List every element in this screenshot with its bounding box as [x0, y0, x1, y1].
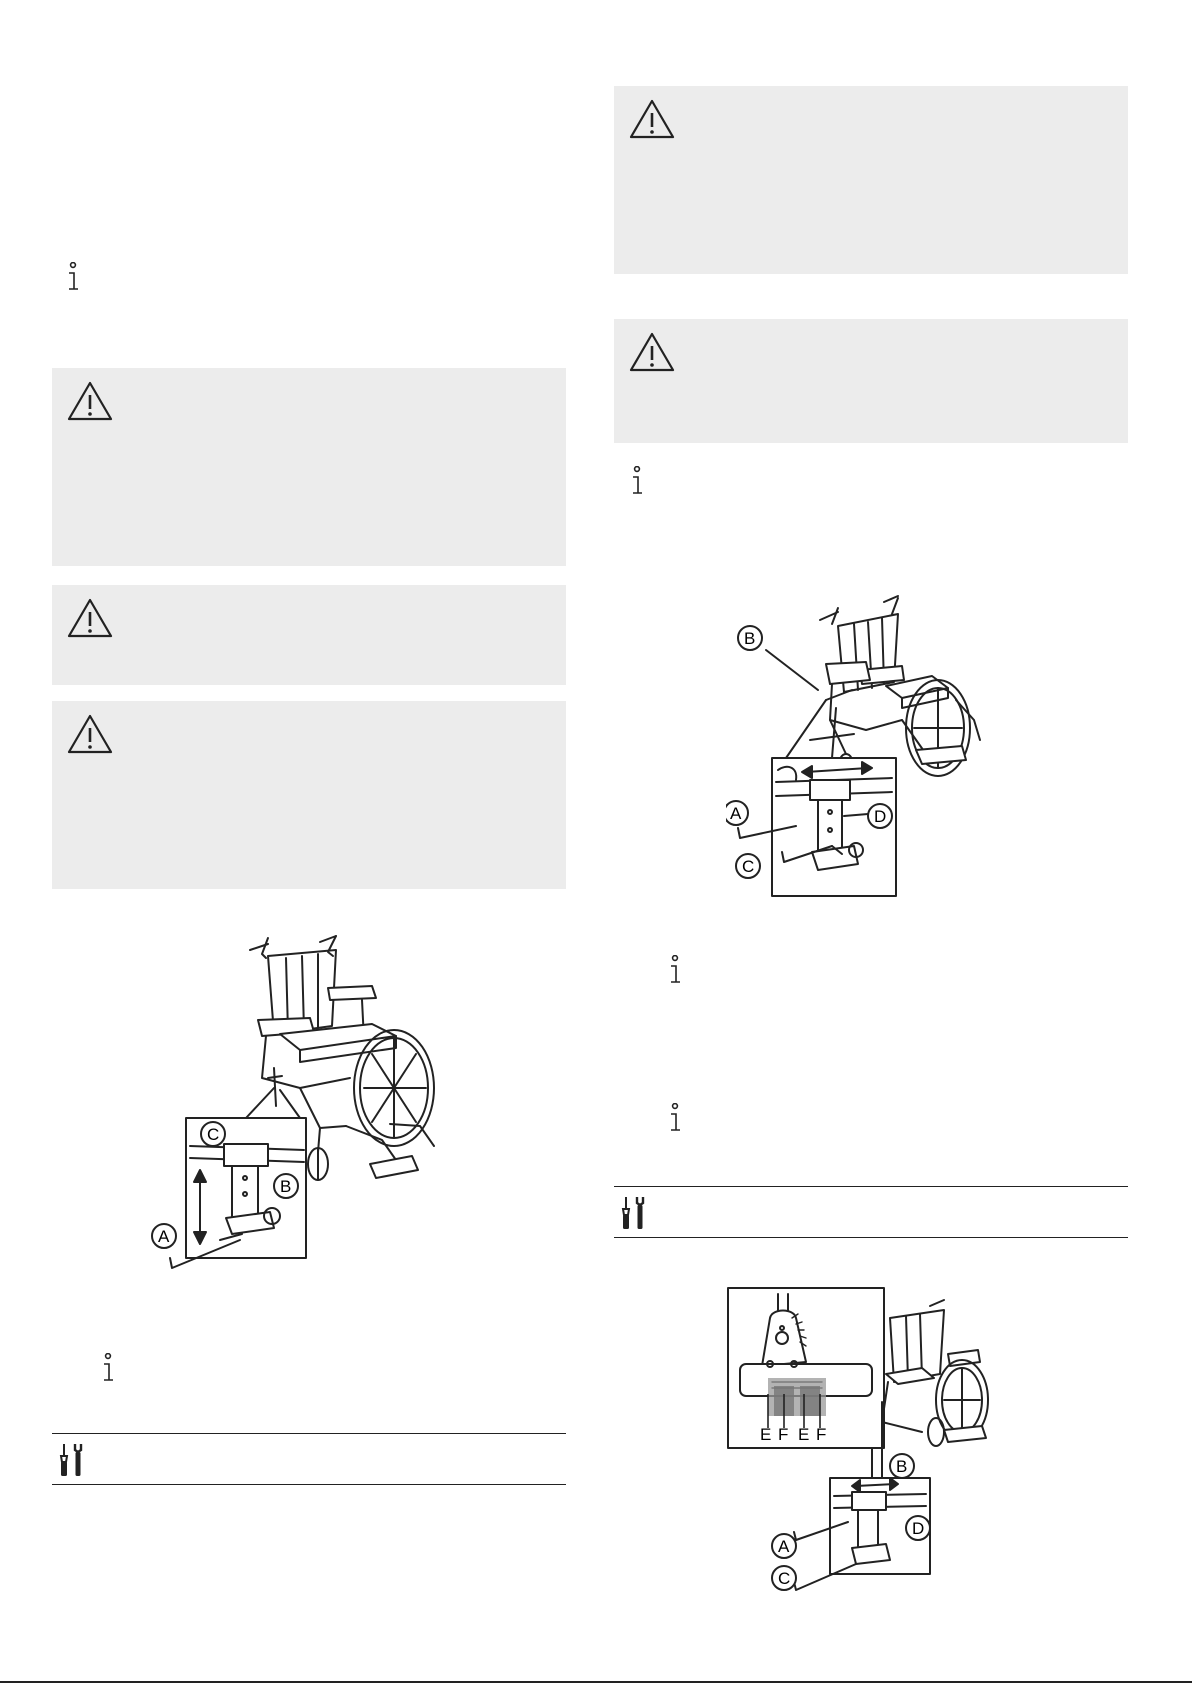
callout-label-a: A [158, 1227, 170, 1246]
warning-triangle-icon [66, 380, 114, 422]
warning-triangle-icon [628, 331, 676, 373]
callout-label-a: A [730, 804, 742, 823]
scale-label-f: F [778, 1425, 789, 1444]
callout-label-d: D [874, 807, 887, 826]
info-icon [668, 1103, 682, 1138]
wheelchair-depth-adjust-figure [726, 590, 1026, 920]
wheelchair-height-adjust-figure [150, 928, 470, 1278]
footer-rule [0, 1681, 1192, 1683]
warning-box-5 [614, 319, 1128, 443]
info-icon [630, 466, 644, 501]
callout-label-b: B [744, 629, 756, 648]
callout-label-c: C [742, 857, 755, 876]
warning-box-2 [52, 585, 566, 685]
info-icon [668, 955, 682, 990]
warning-triangle-icon [66, 597, 114, 639]
info-icon [101, 1353, 115, 1388]
callout-label-b: B [896, 1457, 908, 1476]
warning-triangle-icon [628, 98, 676, 140]
screwdriver-wrench-icon [58, 1442, 88, 1478]
wheelchair-scale-adjust-figure [722, 1282, 1022, 1592]
scale-label-e: E [760, 1425, 772, 1444]
scale-label-f: F [816, 1425, 827, 1444]
callout-label-c: C [778, 1569, 791, 1588]
callout-label-d: D [912, 1519, 925, 1538]
info-icon [66, 262, 80, 297]
warning-box-3 [52, 701, 566, 889]
tools-section-bar [52, 1433, 566, 1485]
tools-section-bar [614, 1186, 1128, 1238]
callout-label-c: C [207, 1125, 220, 1144]
warning-triangle-icon [66, 713, 114, 755]
callout-label-b: B [280, 1177, 292, 1196]
screwdriver-wrench-icon [620, 1195, 650, 1231]
warning-box-4 [614, 86, 1128, 274]
callout-label-a: A [778, 1537, 790, 1556]
warning-box-1 [52, 368, 566, 566]
scale-label-e: E [798, 1425, 810, 1444]
